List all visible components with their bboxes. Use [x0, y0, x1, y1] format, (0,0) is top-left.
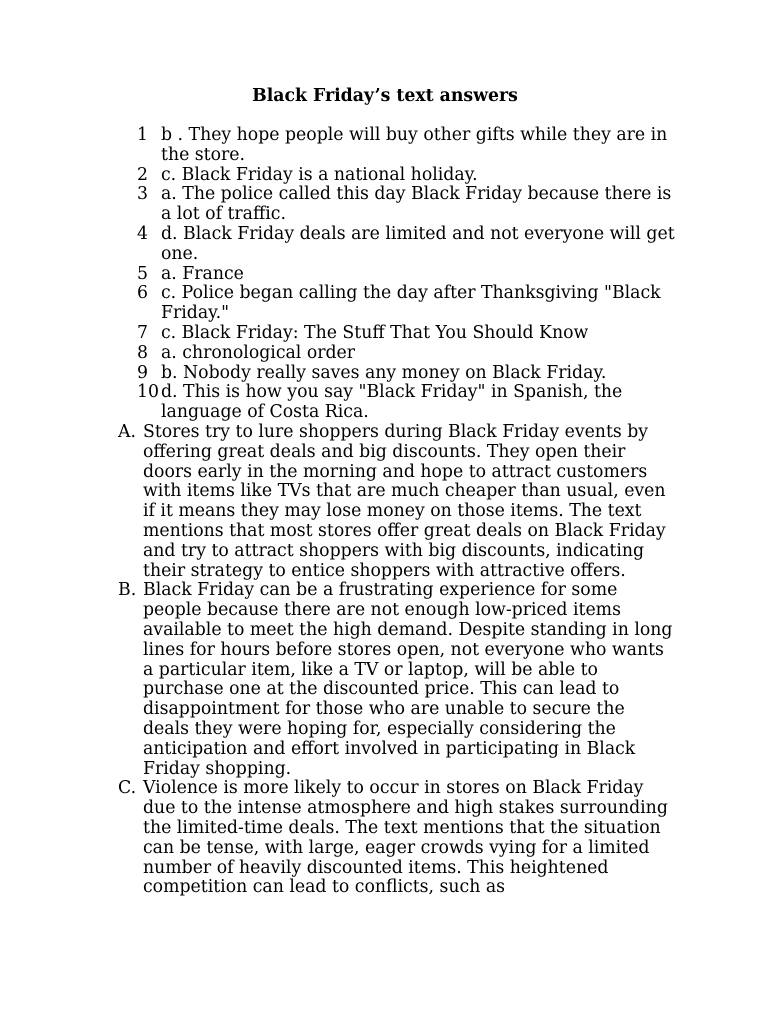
answer-text: b. Nobody really saves any money on Black Friday.: [161, 362, 607, 383]
essay-text: Black Friday can be a frustrating experience for some people because there are not enough low-priced items available to meet the high demand. Despite standing in long lines for hours before stores open, not everyone who wants a particular item, like a TV or laptop, will be able to purchase one at the discounted price. This can lead to disappointment for those who are unable to secure the deals they were hoping for, especially considering the anticipation and effort involved in participating in Black Friday shopping.: [143, 580, 673, 779]
essay-letter: C.: [118, 778, 137, 799]
answer-number: 3: [137, 184, 148, 205]
essay-item-a: [0, 423, 768, 581]
answer-text: c. Black Friday is a national holiday.: [161, 164, 478, 185]
answer-number: 2: [137, 164, 148, 185]
answer-text: a. chronological order: [161, 342, 356, 363]
answer-number: 10: [137, 382, 159, 403]
essay-letter: A.: [118, 422, 136, 442]
essay-letter: B.: [118, 580, 137, 601]
answer-text: d. Black Friday deals are limited and not everyone will get one.: [161, 223, 675, 264]
answer-text: c. Police began calling the day after Thanksgiving "Black Friday.": [161, 283, 661, 324]
answer-item-2: [0, 166, 768, 186]
answer-item-7: [0, 324, 768, 344]
answer-number: 8: [137, 342, 148, 363]
answer-number: 6: [137, 283, 148, 304]
essay-text: Stores try to lure shoppers during Black Friday events by offering great deals and big discounts. They open their doors early in the morning and hope to attract customers with items like TVs that are much cheaper than usual, even if it means they may lose money on those items. The text mentions that most stores offer great deals on Black Friday and try to attract shoppers with big discounts, indicating their strategy to entice shoppers with attractive offers.: [143, 422, 666, 581]
answer-number: 4: [137, 223, 148, 244]
essay-item-c: [0, 779, 768, 898]
answer-text: d. This is how you say "Black Friday" in Spanish, the language of Costa Rica.: [161, 382, 623, 423]
answer-text: a. France: [161, 263, 244, 284]
essay-item-b: [0, 581, 768, 779]
answer-number: 7: [137, 322, 148, 343]
answer-item-10: [0, 383, 768, 423]
answer-item-8: [0, 344, 768, 364]
answer-list: [0, 126, 768, 423]
answer-text: b . They hope people will buy other gifts while they are in the store.: [161, 125, 668, 165]
answer-number: 5: [137, 263, 148, 284]
answer-item-3: [0, 185, 768, 225]
answer-item-4: [0, 225, 768, 265]
essay-text: Violence is more likely to occur in stores on Black Friday due to the intense atmosphere and high stakes surrounding the limited-time deals. The text mentions that the situation can be tense, with large, eager crowds vying for a limited number of heavily discounted items. This heightened competition can lead to conflicts, such as: [143, 778, 668, 898]
answer-item-6: [0, 284, 768, 324]
page-title: Black Friday’s text answers: [252, 86, 518, 106]
answer-text: a. The police called this day Black Friday because there is a lot of traffic.: [161, 184, 672, 225]
answer-number: 9: [137, 362, 148, 383]
answer-item-1: [0, 126, 768, 166]
essay-list: [0, 423, 768, 898]
answer-item-9: [0, 364, 768, 384]
answer-item-5: [0, 265, 768, 285]
answer-number: 1: [137, 125, 148, 145]
answer-text: c. Black Friday: The Stuff That You Should Know: [161, 322, 589, 343]
